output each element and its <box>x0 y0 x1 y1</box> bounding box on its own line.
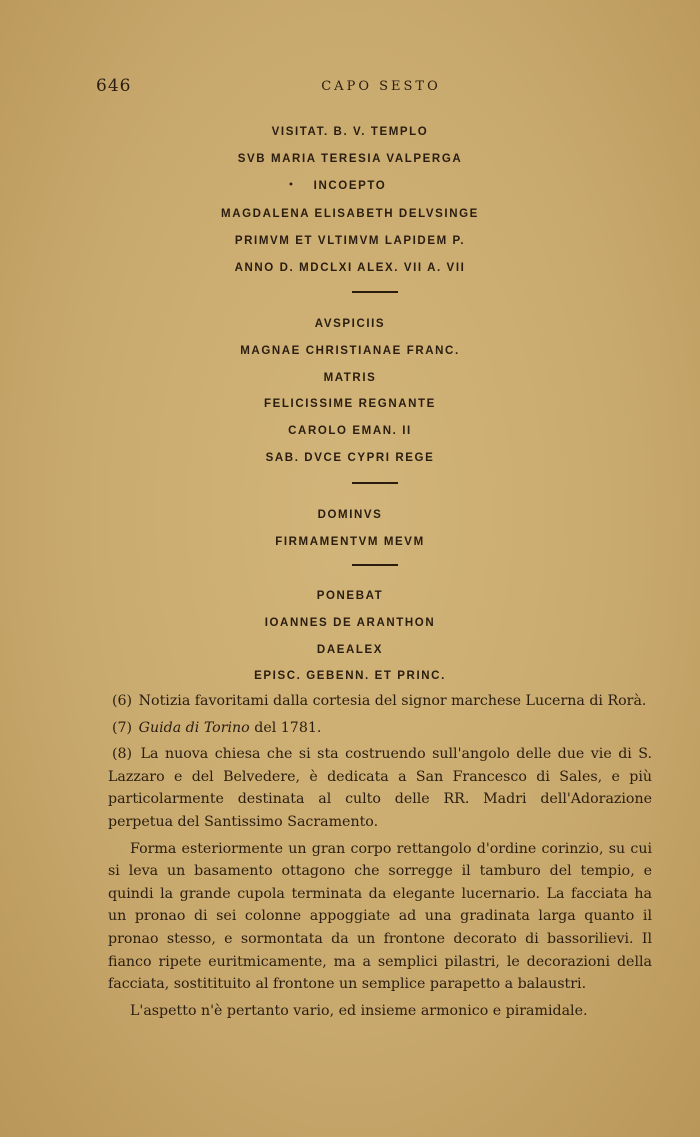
inscription-line: PRIMVM ET VLTIMVM LAPIDEM P. <box>234 234 466 247</box>
footnote-6 <box>108 690 652 713</box>
inscription-line: SVB MARIA TERESIA VALPERGA <box>237 153 463 166</box>
footnote-text: del 1781. <box>254 719 322 736</box>
inscription-line: MAGNAE CHRISTIANAE FRANC. <box>240 344 460 357</box>
inscription-line: INCOEPTO <box>313 180 387 193</box>
inscription-line: MAGDALENA ELISABETH DELVSINGE <box>221 207 479 220</box>
ink-dot: • <box>288 180 294 191</box>
inscription-line: IOANNES DE ARANTHON <box>264 616 436 629</box>
inscription-line: MATRIS <box>323 371 377 384</box>
inscription-block-1 <box>150 119 550 282</box>
footnote-italic-title: Guida di Torino <box>138 719 250 736</box>
inscription-line: DOMINVS <box>317 509 383 521</box>
inscription-line: FELICISSIME REGNANTE <box>264 398 436 411</box>
inscription-line: CAROLO EMAN. II <box>288 425 412 438</box>
footnote-text: Notizia favoritami dalla cortesia del signor marchese Lucerna di Rorà. <box>138 693 647 709</box>
inscription-line: AVSPICIIS <box>314 318 386 330</box>
divider-rule <box>352 564 398 566</box>
divider-rule <box>352 291 398 293</box>
footnote-label: (8) <box>112 746 133 763</box>
inscription-line: SAB. DVCE CYPRI REGE <box>265 451 435 464</box>
footnote-label: (7) <box>112 719 133 736</box>
footnote-8-paragraph-3: L'aspetto n'è pertanto vario, ed insieme armonico e piramidale. <box>130 1002 588 1019</box>
inscription-block-3 <box>150 502 550 556</box>
inscription-block-2 <box>150 311 550 472</box>
divider-rule <box>352 482 398 484</box>
footnote-8 <box>108 743 652 833</box>
inscription-block-4 <box>150 583 550 690</box>
inscription-line: PONEBAT <box>316 590 384 602</box>
inscription-line: ANNO D. MDCLXI ALEX. VII A. VII <box>234 262 466 275</box>
footnote-7 <box>108 717 652 740</box>
page-number: 646 <box>96 76 132 96</box>
inscription-line: VISITAT. B. V. TEMPLO <box>271 126 429 138</box>
footnote-label: (6) <box>112 693 133 709</box>
inscription-line: FIRMAMENTVM MEVM <box>275 536 425 548</box>
footnote-text: La nuova chiesa che si sta costruendo sull'angolo delle due vie di S. Lazzaro e del Belvedere, è dedicata a San Francesco di Sales, e più particolarmente destinata al culto delle RR. Madri dell'Adorazione perpetua del Santissimo Sacramento. <box>108 746 653 830</box>
running-title: CAPO SESTO <box>321 79 441 94</box>
inscription-line: EPISC. GEBENN. ET PRINC. <box>254 670 446 683</box>
footnotes <box>108 690 652 1026</box>
footnote-8-paragraph-2: Forma esteriormente un gran corpo rettangolo d'ordine corinzio, su cui si leva un basamento ottagono che sorregge il tamburo del tempio, e quindi la grande cupola terminata da elegante lucernario. La facciata ha un pronao di sei colonne appoggiate ad una gradinata larga quanto il pronao stesso, e sormontata da un frontone decorato di bassorilievi. Il fianco ripete euritmicamente, ma a semplici pilastri, le decorazioni della facciata, sostitituito al frontone un semplice parapetto a balaustri. <box>108 840 652 993</box>
inscription-line: DAEALEX <box>316 643 384 656</box>
page-header <box>96 76 656 98</box>
